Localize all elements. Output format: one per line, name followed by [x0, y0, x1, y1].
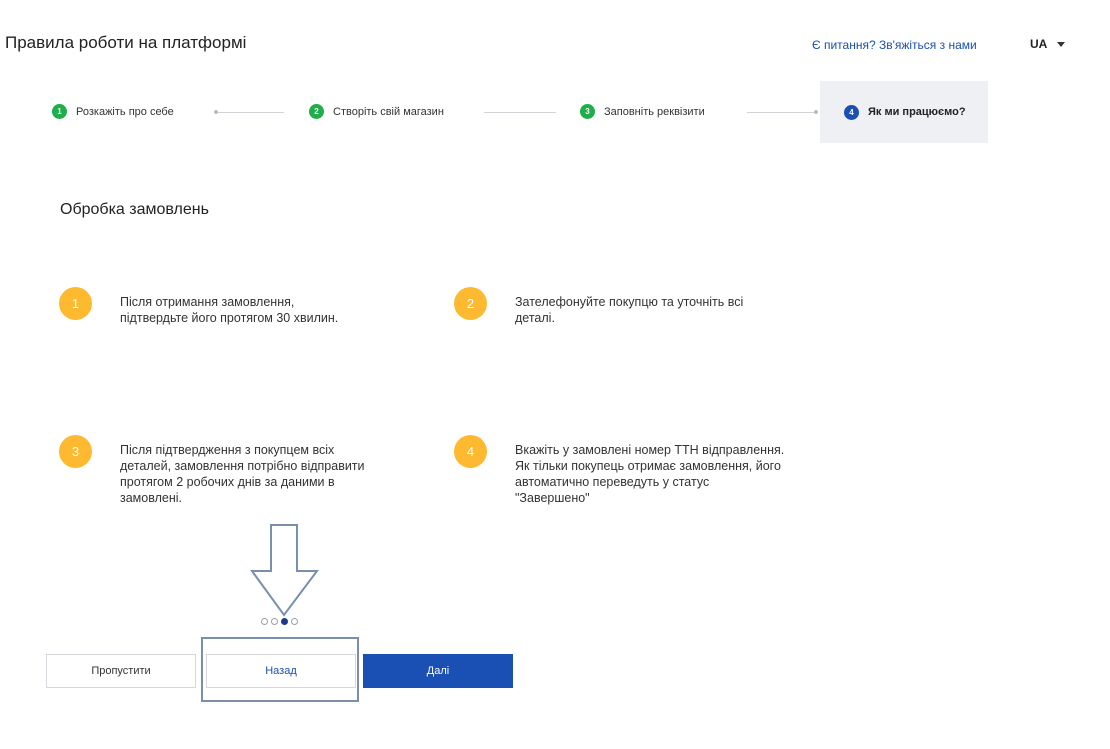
step-label: Заповніть реквізити	[604, 105, 705, 118]
stepper-step-3[interactable]	[580, 104, 705, 119]
rule-item-1	[59, 294, 360, 326]
pagination-dot[interactable]	[271, 618, 278, 625]
rule-item-2	[454, 294, 785, 326]
page-title: Правила роботи на платформі	[5, 33, 247, 52]
step-connector-dot	[814, 110, 818, 114]
stepper-step-1[interactable]	[52, 104, 174, 119]
back-button[interactable]: Назад	[206, 654, 356, 688]
stepper-step-2[interactable]	[309, 104, 444, 119]
rule-text: Вкажіть у замовлені номер ТТН відправлення. Як тільки покупець отримає замовлення, його автоматично переведуть у статус "Завершено"	[515, 443, 785, 505]
rule-number-badge: 3	[59, 435, 92, 468]
rule-item-4	[454, 442, 787, 506]
rule-text: Після підтвердження з покупцем всіх деталей, замовлення потрібно відправити протягом 2 робочих днів за даними в замовлені.	[120, 443, 365, 505]
pagination-dots	[261, 618, 298, 625]
rule-number-badge: 1	[59, 287, 92, 320]
next-button[interactable]: Далі	[363, 654, 513, 688]
language-selector[interactable]	[1030, 37, 1065, 51]
step-number-badge: 4	[844, 105, 859, 120]
rule-item-3	[59, 442, 385, 506]
step-label: Розкажіть про себе	[76, 105, 174, 118]
step-label: Як ми працюємо?	[868, 106, 966, 118]
pagination-dot-active[interactable]	[281, 618, 288, 625]
contact-us-link[interactable]: Є питання? Зв'яжіться з нами	[812, 38, 977, 52]
language-label: UA	[1030, 37, 1048, 51]
step-label: Створіть свій магазин	[333, 105, 444, 118]
down-arrow-annotation-icon	[250, 523, 320, 618]
pagination-dot[interactable]	[261, 618, 268, 625]
step-connector	[747, 112, 815, 113]
section-title: Обробка замовлень	[60, 201, 209, 218]
step-number-badge: 1	[52, 104, 67, 119]
step-number-badge: 2	[309, 104, 324, 119]
rule-text: Після отримання замовлення, підтвердьте його протягом 30 хвилин.	[120, 295, 339, 325]
stepper-step-4[interactable]	[820, 81, 988, 143]
pagination-dot[interactable]	[291, 618, 298, 625]
step-connector	[218, 112, 284, 113]
step-connector	[484, 112, 556, 113]
rule-text: Зателефонуйте покупцю та уточніть всі деталі.	[515, 295, 744, 325]
skip-button[interactable]: Пропустити	[46, 654, 196, 688]
rule-number-badge: 4	[454, 435, 487, 468]
step-number-badge: 3	[580, 104, 595, 119]
rule-number-badge: 2	[454, 287, 487, 320]
caret-down-icon	[1057, 42, 1065, 47]
